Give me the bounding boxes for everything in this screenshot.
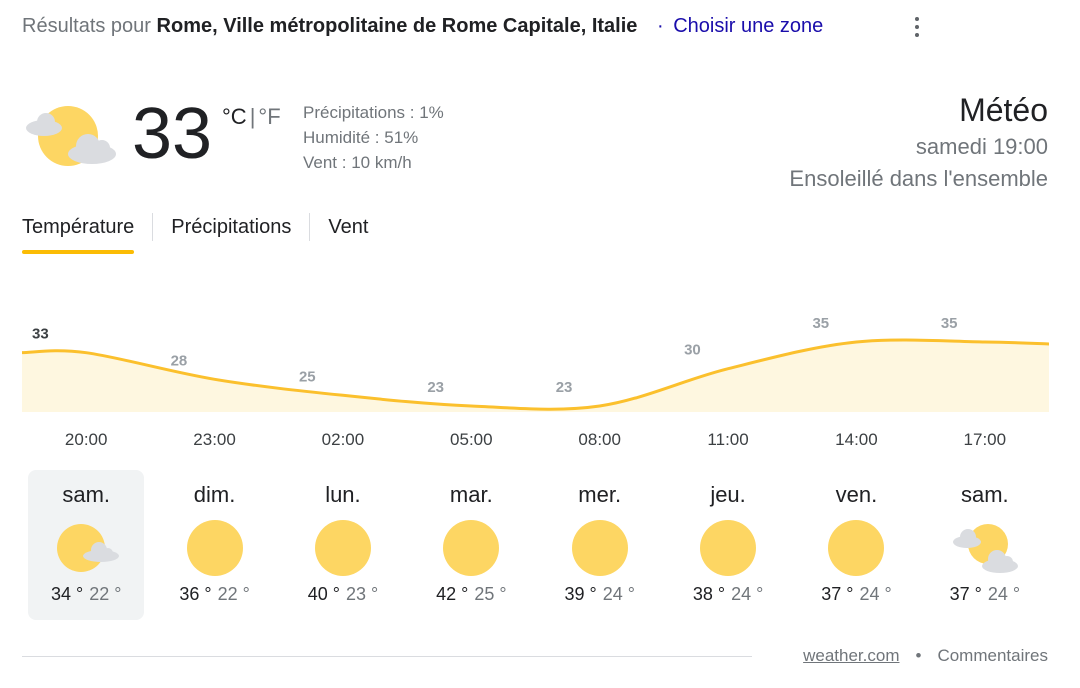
day-low: 22 ° [89,584,122,604]
temperature-label: 25 [298,368,316,386]
time-label: 17:00 [963,430,1007,449]
temperature-chart [22,300,1049,420]
day-forecast[interactable] [670,470,786,620]
day-name: sam. [62,482,111,507]
day-forecast[interactable] [798,470,914,620]
temperature-label: 35 [940,315,958,332]
day-high: 37 ° [949,584,982,604]
time-label: 08:00 [578,430,621,449]
unit-separator: | [249,104,256,129]
day-temperatures [285,582,401,606]
time-label: 05:00 [450,430,493,449]
sun-icon [180,516,250,580]
day-forecast[interactable] [285,470,401,620]
day-name: mer. [578,482,622,507]
header-separator: · [656,15,664,37]
day-high: 34 ° [50,584,84,604]
sun-icon [436,516,506,580]
day-high: 38 ° [692,584,726,604]
temperature-label: 23 [427,379,444,396]
day-high: 42 ° [436,584,469,604]
weather-details [303,100,444,175]
day-high: 37 ° [821,584,854,604]
day-forecast[interactable] [413,470,529,620]
temperature-label: 33 [32,325,49,343]
sun-behind-clouds-icon [950,516,1020,580]
day-high: 36 ° [179,584,212,604]
wind-detail: Vent : 10 km/h [303,153,412,172]
results-prefix: Résultats pour [22,15,151,37]
temperature-label: 23 [555,379,573,396]
day-temperatures [670,582,786,606]
time-label: 14:00 [835,430,878,449]
sun-icon [308,516,378,580]
time-label: 11:00 [707,430,749,449]
choose-zone-link[interactable]: Choisir une zone [673,15,824,37]
day-low: 24 ° [987,584,1021,604]
day-name: lun. [325,482,361,507]
tab-precipitation[interactable]: Précipitations [171,216,292,238]
results-header [22,15,823,38]
day-low: 23 ° [345,584,379,604]
more-options-icon[interactable] [906,12,928,42]
temperature-label: 28 [170,352,188,370]
day-temperatures [157,582,273,606]
day-name: dim. [193,482,236,507]
day-temperatures [413,582,529,606]
feedback-link[interactable]: Commentaires [937,646,1048,665]
tab-divider [309,213,310,241]
day-temperatures [927,582,1043,606]
weather-datetime: samedi 19:00 [915,134,1048,159]
sun-icon [821,516,891,580]
temperature-area [22,340,1049,412]
temperature-label: 35 [812,315,830,332]
day-low: 25 ° [474,584,507,604]
day-temperatures [28,582,144,606]
day-low: 24 ° [731,584,764,604]
day-temperatures [542,582,658,606]
chart-tabs [22,210,368,256]
precipitation-detail: Précipitations : 1% [303,103,444,122]
day-forecast[interactable] [927,470,1043,620]
daily-forecast [22,470,1049,620]
weather-summary [789,90,1048,195]
day-forecast[interactable] [28,470,144,620]
humidity-detail: Humidité : 51% [303,128,419,147]
location-name: Rome, Ville métropolitaine de Rome Capitale, Italie [156,15,638,37]
partly-sunny-icon [51,516,121,580]
footer-divider [22,656,752,657]
current-temperature: 33 [132,94,213,174]
weather-condition: Ensoleillé dans l'ensemble [789,166,1048,191]
tab-divider [152,213,153,241]
time-label: 02:00 [321,430,365,449]
footer-dot: • [915,646,922,665]
day-forecast[interactable] [157,470,273,620]
sun-icon [693,516,763,580]
unit-toggle [222,104,281,130]
day-low: 24 ° [602,584,635,604]
footer [803,646,1048,666]
tab-temperature[interactable]: Température [22,210,134,256]
source-link[interactable]: weather.com [803,646,900,665]
day-name: sam. [960,482,1009,507]
day-high: 40 ° [307,584,340,604]
time-label: 23:00 [193,430,236,449]
day-low: 24 ° [859,584,892,604]
partly-sunny-icon [22,100,118,172]
day-temperatures [798,582,914,606]
temperature-label: 30 [684,341,701,359]
day-name: mar. [449,482,493,507]
time-axis [22,430,1049,454]
day-forecast[interactable] [542,470,658,620]
tab-wind[interactable]: Vent [328,216,369,238]
day-name: jeu. [710,482,746,507]
unit-celsius[interactable]: °C [222,104,247,129]
sun-icon [565,516,635,580]
day-name: ven. [835,482,878,507]
day-low: 22 ° [217,584,250,604]
unit-fahrenheit[interactable]: °F [258,104,281,129]
day-high: 39 ° [564,584,597,604]
time-label: 20:00 [64,430,108,449]
weather-title: Météo [959,92,1048,128]
